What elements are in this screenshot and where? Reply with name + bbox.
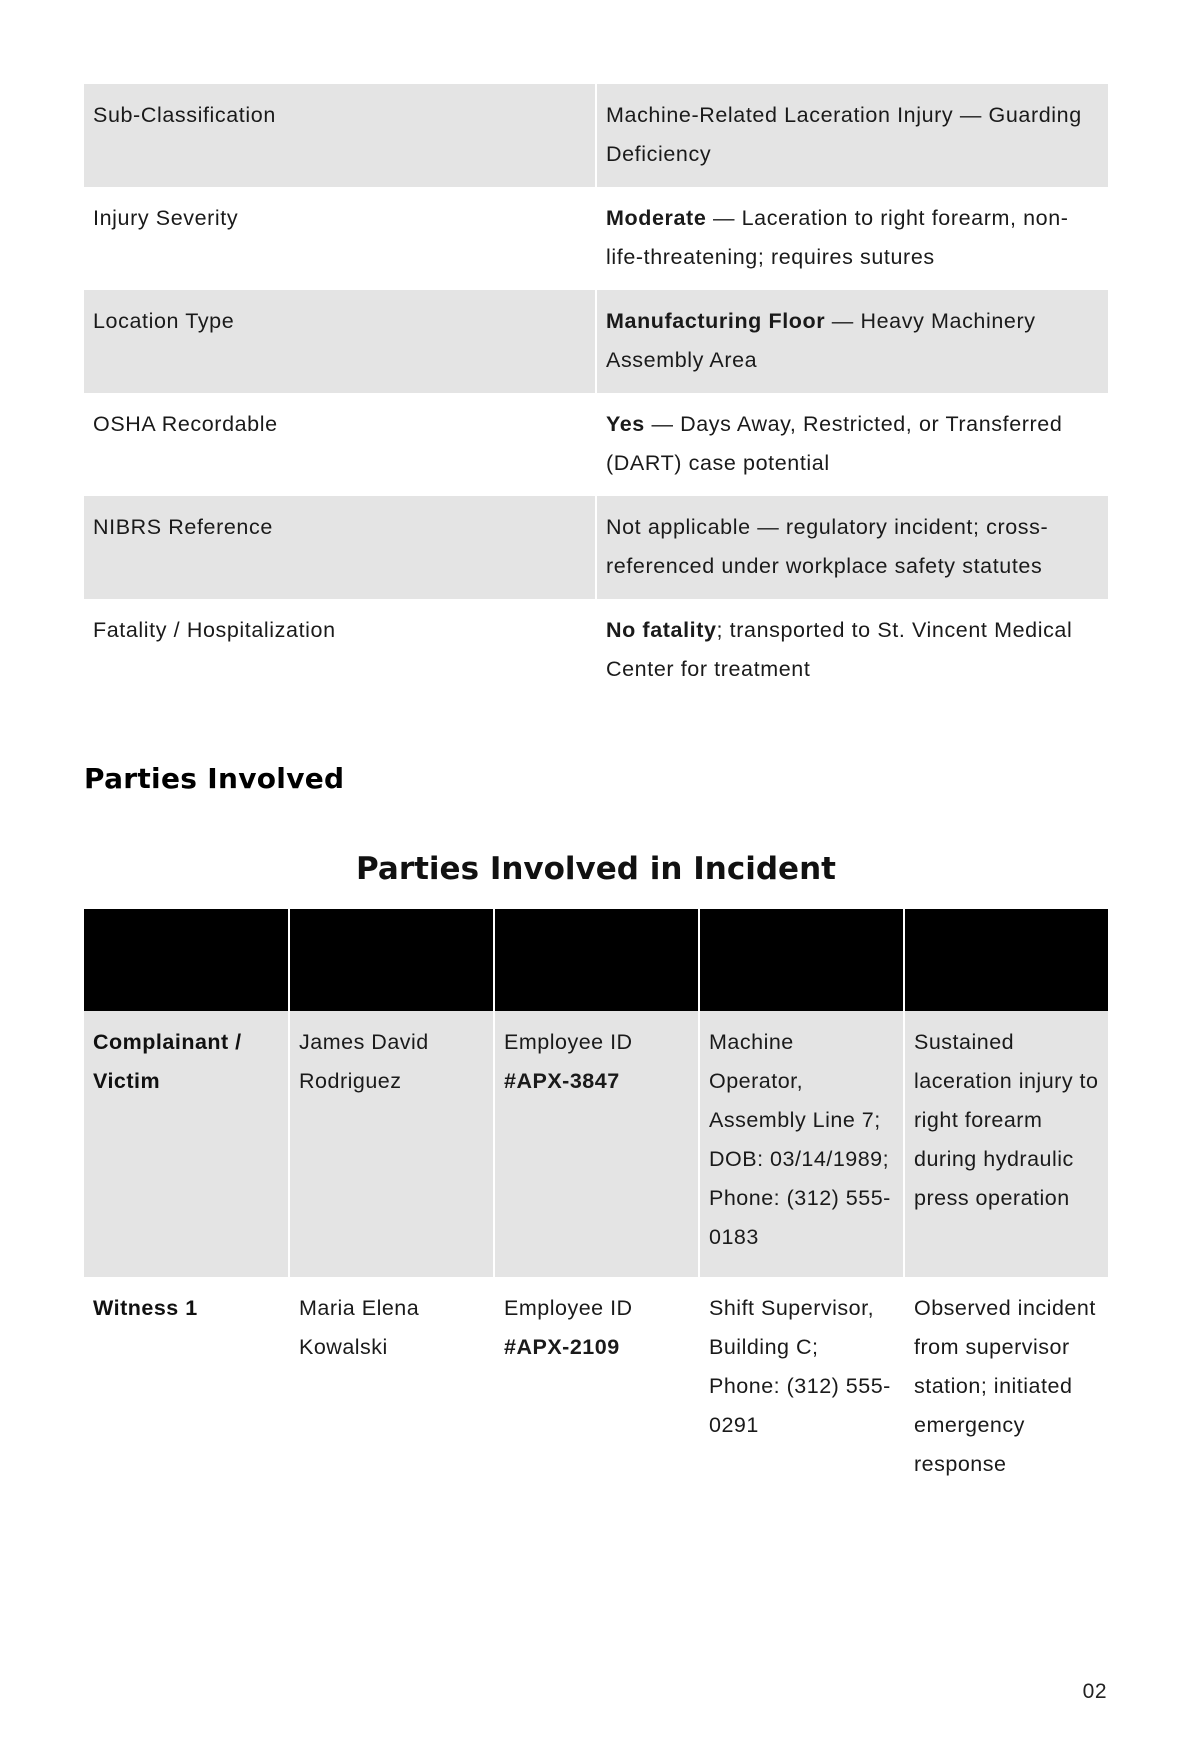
section-heading: Parties Involved [84,762,345,795]
table-row [84,84,1108,187]
table-row [84,290,1108,393]
row-label: Fatality / Hospitalization [84,599,596,702]
table-row [84,1011,1108,1277]
table-row [84,496,1108,599]
party-details: Machine Operator, Assembly Line 7; DOB: 03/14/1989; Phone: (312) 555-0183 [699,1011,904,1277]
row-value: Yes — Days Away, Restricted, or Transferred (DART) case potential [606,412,1063,475]
table-row [84,393,1108,496]
row-value: Not applicable — regulatory incident; cross-referenced under workplace safety statutes [596,496,1108,599]
column-header [289,909,494,1011]
party-role: Witness 1 [84,1277,289,1504]
parties-table [84,909,1108,1504]
party-details: Shift Supervisor, Building C; Phone: (312) 555-0291 [699,1277,904,1504]
column-header [699,909,904,1011]
row-value: No fatality; transported to St. Vincent Medical Center for treatment [606,618,1073,681]
column-header [494,909,699,1011]
page-number: 02 [1082,1680,1107,1703]
party-role: Complainant / Victim [84,1011,289,1277]
row-label: Sub-Classification [84,84,596,187]
row-label: NIBRS Reference [84,496,596,599]
table-title: Parties Involved in Incident [356,851,836,887]
row-label: Location Type [84,290,596,393]
party-id: Employee ID #APX-3847 [494,1011,699,1277]
table-row [84,187,1108,290]
party-name: James David Rodriguez [289,1011,494,1277]
table-row [84,1277,1108,1504]
document-page [84,84,1108,1504]
row-value: Moderate — Laceration to right forearm, non-life-threatening; requires sutures [606,206,1069,269]
party-notes: Observed incident from supervisor station; initiated emergency response [914,1296,1096,1476]
table-header-row [84,909,1108,1011]
row-value: Machine-Related Laceration Injury — Guarding Deficiency [596,84,1108,187]
classification-table [84,84,1108,702]
party-notes: Sustained laceration injury to right forearm during hydraulic press operation [904,1011,1108,1277]
party-name: Maria Elena Kowalski [289,1277,494,1504]
row-label: Injury Severity [84,187,596,290]
table-row [84,599,1108,702]
row-label: OSHA Recordable [84,393,596,496]
party-id: Employee ID #APX-2109 [494,1277,699,1504]
column-header [84,909,289,1011]
column-header [904,909,1108,1011]
row-value: Manufacturing Floor — Heavy Machinery Assembly Area [596,290,1108,393]
